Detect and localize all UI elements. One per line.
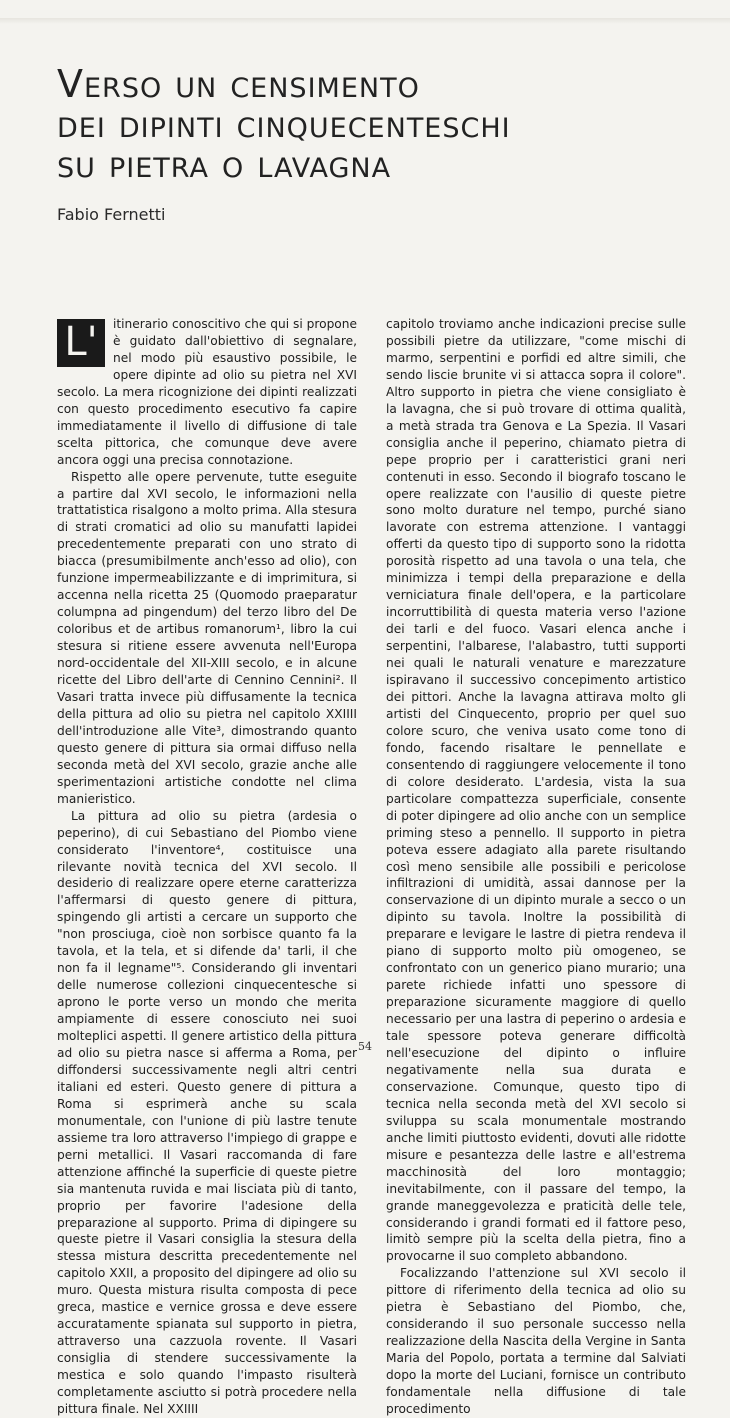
- page-number: 54: [358, 1040, 372, 1053]
- left-column: [57, 316, 357, 1418]
- left-paragraph-1: [57, 316, 357, 469]
- right-column: [386, 316, 686, 1418]
- title-line-2: dei dipinti cinquecenteschi: [57, 102, 511, 146]
- show-through-strip: [0, 18, 730, 24]
- title-line-1: Verso un censimento: [57, 62, 420, 106]
- title-line-3: su pietra o lavagna: [57, 142, 392, 186]
- right-paragraph-2: Focalizzando l'attenzione sul XVI secolo il pittore di riferimento della tecnica ad olio su pietra è Sebastiano del Piombo, che, considerando il suo personale successo nella realizzazione della Nascita della Vergine in Santa Maria del Popolo, portata a termine dal Salviati dopo la morte del Luciani, fornisce un contributo fondamentale nella diffusione di tale procedimento: [386, 1266, 686, 1416]
- left-paragraph-2: Rispetto alle opere pervenute, tutte eseguite a partire dal XVI secolo, le informazioni nella trattatistica risalgono a molto prima. Alla stesura di strati cromatici ad olio su manufatti lapidei precedentemente preparati con uno strato di biacca (presumibilmente anch'esso ad olio), con funzione impermeabilizzante e di imprimitura, si accenna nella ricetta 25 (Quomodo praeparatur columpna ad pingendum) del terzo libro del De coloribus et de artibus romanorum¹, libro la cui stesura si ritiene essere avvenuta nell'Europa nord-occidentale del XII-XIII secolo, e in alcune ricette del Libro dell'arte di Cennino Cennini². Il Vasari tratta invece più diffusamente la tecnica della pittura ad olio su pietra nel capitolo XXIIII dell'introduzione alle Vite³, dimostrando quanto questo genere di pittura sia ormai diffuso nella seconda metà del XVI secolo, grazie anche alle sperimentazioni artistiche condotte nel clima manieristico.: [57, 469, 357, 806]
- left-paragraph-1-text: itinerario conoscitivo che qui si propone è guidato dall'obiettivo di segnalare, nel modo più esaustivo possibile, le opere dipinte ad olio su pietra nel XVI secolo. La mera ricognizione dei dipinti realizzati con questo procedimento esecutivo fa capire immediatamente il livello di diffusione di tale scelta pittorica, che comunque deve avere ancora oggi una precisa connotazione.: [57, 317, 357, 467]
- article-title: [57, 64, 537, 184]
- author-name: Fabio Fernetti: [57, 205, 166, 224]
- right-paragraph-1: capitolo troviamo anche indicazioni precise sulle possibili pietre da utilizzare, "come mischi di marmo, serpentini e porfidi ed altre simili, che sendo liscie brunite vi si attacca sopra il colore". Altro supporto in pietra che viene consigliato è la lavagna, che si può trovare di ottima qualità, a metà strada tra Genova e La Spezia. Il Vasari consiglia anche il peperino, chiamato pietra di pepe proprio per i caratteristici grani neri contenuti in esso. Secondo il biografo toscano le opere realizzate con l'ausilio di queste pietre sono molto durature nel tempo, purché siano lavorate con estrema attenzione. I vantaggi offerti da questo tipo di supporto sono la ridotta porosità rispetto ad una tavola o una tela, che minimizza i tempi della preparazione e della verniciatura finale dell'opera, e la particolare incorruttibilità di questa materia verso l'azione dei tarli e del fuoco. Vasari elenca anche i serpentini, l'albarese, l'alabastro, tutti supporti nei quali le naturali venature e marezzature ispiravano il successivo concepimento artistico dei pittori. Anche la lavagna attirava molto gli artisti del Cinquecento, proprio per quel suo colore scuro, che veniva usato come tono di fondo, facendo risaltare le pennellate e consentendo di raggiungere velocemente il tono di colore desiderato. L'ardesia, vista la sua particolare compattezza superficiale, consente di poter dipingere ad olio anche con un semplice priming steso a pennello. Il supporto in pietra poteva essere adagiato alla parete risultando così meno sensibile alle possibili e pericolose infiltrazioni di umidità, assai dannose per la conservazione di un dipinto murale a secco o un dipinto su tavola. Inoltre la possibilità di preparare e levigare le lastre di pietra rendeva il piano di supporto molto più omogeneo, se confrontato con un generico piano murario; una parete richiede infatti uno spessore di preparazione sicuramente maggiore di quello necessario per una lastra di peperino o ardesia e tale spessore poteva generare difficoltà nell'esecuzione del dipinto o influire negativamente nella sua durata e conservazione. Comunque, questo tipo di tecnica nella seconda metà del XVI secolo si sviluppa su scala monumentale mostrando anche limiti piuttosto evidenti, dovuti alle ridotte misure e pesantezza delle lastre e all'estrema macchinosità del loro montaggio; inevitabilmente, con il passare del tempo, la grande maneggevolezza e praticità delle tele, considerando i grandi formati ed il fattore peso, limitò sempre più la scelta della pietra, fino a provocarne il suo completo abbandono.: [386, 317, 686, 1264]
- drop-cap: L': [57, 319, 105, 367]
- left-paragraph-3: La pittura ad olio su pietra (ardesia o peperino), di cui Sebastiano del Piombo viene considerato l'inventore⁴, costituisce una rilevante novità tecnica del XVI secolo. Il desiderio di realizzare opere eterne caratterizza l'affermarsi di questo genere di pittura, spingendo gli artisti a cercare un supporto che "non prosciuga, cioè non sorbisce quanto fa la tavola, et la tela, et si difende da' tarli, il che non fa il legname"⁵. Considerando gli inventari delle numerose collezioni cinquecentesche si aprono le porte verso un mondo che merita ampiamente di essere conosciuto nei suoi molteplici aspetti. Il genere artistico della pittura ad olio su pietra nasce si afferma a Roma, per diffondersi successivamente negli altri centri italiani ed esteri. Questo genere di pittura a Roma si esprimerà anche su scala monumentale, con l'unione di più lastre tenute assieme tra loro attraverso l'impiego di grappe e perni metallici. Il Vasari raccomanda di fare attenzione affinché la superficie di queste pietre sia mantenuta ruvida e mai lisciata più di tanto, proprio per favorire l'adesione della preparazione al supporto. Prima di dipingere su queste pietre il Vasari consiglia la stesura della stessa mistura descritta precedentemente nel capitolo XXII, a proposito del dipingere ad olio su muro. Questa mistura risulta composta di pece greca, mastice e vernice grossa e deve essere accuratamente spianata sul supporto in pietra, attraverso una cazzuola rovente. Il Vasari consiglia di stendere successivamente la mestica e solo quando l'impasto risulterà completamente asciutto si potrà procedere nella pittura finale. Nel XXIIII: [57, 808, 357, 1416]
